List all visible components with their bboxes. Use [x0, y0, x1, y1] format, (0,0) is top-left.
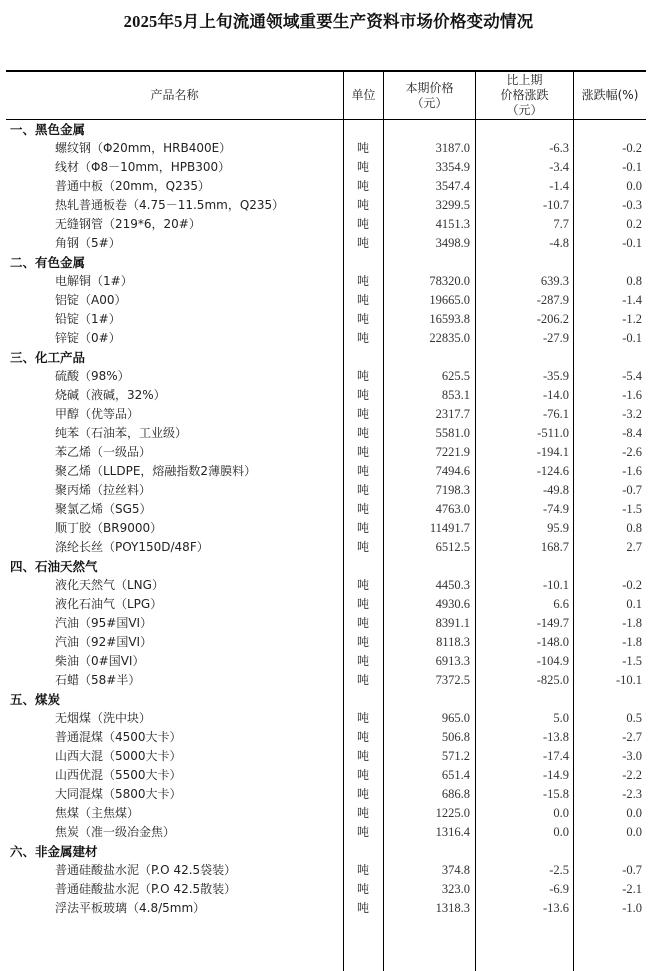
table-row: [6, 196, 646, 215]
header-change-pct-label: 涨跌幅(%): [581, 88, 639, 102]
product-name: 烧碱（液碱，32%）: [55, 388, 166, 402]
unit-cell: 吨: [356, 540, 369, 554]
change-cell: -6.9: [549, 882, 569, 896]
table-row: [6, 405, 646, 424]
unit-cell: 吨: [356, 825, 369, 839]
unit-cell: 吨: [356, 616, 369, 630]
price-cell: 19665.0: [429, 293, 470, 307]
price-cell: 4151.3: [435, 217, 470, 231]
price-cell: 7372.5: [435, 673, 470, 687]
price-cell: 8391.1: [435, 616, 470, 630]
unit-cell: 吨: [356, 787, 369, 801]
price-cell: 374.8: [441, 863, 470, 877]
table-row: [6, 671, 646, 690]
pct-cell: -2.2: [622, 768, 642, 782]
product-name: 纯苯（石油苯，工业级）: [55, 426, 188, 440]
change-cell: -74.9: [542, 502, 569, 516]
unit-cell: 吨: [356, 901, 369, 915]
table-row: [6, 367, 646, 386]
unit-cell: 吨: [356, 331, 369, 345]
price-cell: 5581.0: [435, 426, 470, 440]
product-name: 普通硅酸盐水泥（P.O 42.5散装）: [55, 882, 237, 896]
category-row: [6, 120, 646, 139]
pct-cell: 0.0: [626, 806, 642, 820]
table-row: [6, 747, 646, 766]
change-cell: -206.2: [536, 312, 569, 326]
unit-cell: 吨: [356, 711, 369, 725]
unit-cell: 吨: [356, 274, 369, 288]
product-name: 铅锭（1#）: [55, 312, 121, 326]
table-row: [6, 633, 646, 652]
price-cell: 323.0: [441, 882, 470, 896]
price-cell: 3187.0: [435, 141, 470, 155]
category-row: [6, 842, 646, 861]
pct-cell: -1.8: [622, 616, 642, 630]
pct-cell: -0.7: [622, 863, 642, 877]
product-name: 硫酸（98%）: [55, 369, 130, 383]
product-name: 普通混煤（4500大卡）: [55, 730, 182, 744]
price-cell: 4930.6: [435, 597, 470, 611]
table-row: [6, 766, 646, 785]
table-row: [6, 785, 646, 804]
change-cell: -1.4: [549, 179, 569, 193]
product-name: 锌锭（0#）: [55, 331, 121, 345]
header-price-change-line1: 比上期: [506, 73, 543, 87]
price-cell: 853.1: [441, 388, 470, 402]
product-name: 焦煤（主焦煤）: [55, 806, 140, 820]
table-row: [6, 481, 646, 500]
unit-cell: 吨: [356, 483, 369, 497]
product-name: 液化石油气（LPG）: [55, 597, 163, 611]
price-cell: 3498.9: [435, 236, 470, 250]
change-cell: 0.0: [553, 806, 569, 820]
product-name: 电解铜（1#）: [55, 274, 133, 288]
pct-cell: -1.6: [622, 464, 642, 478]
page-title: 2025年5月上旬流通领域重要生产资料市场价格变动情况: [123, 12, 534, 31]
unit-cell: 吨: [356, 730, 369, 744]
unit-cell: 吨: [356, 426, 369, 440]
pct-cell: -0.1: [622, 236, 642, 250]
price-cell: 6512.5: [435, 540, 470, 554]
product-name: 铝锭（A00）: [55, 293, 127, 307]
price-cell: 8118.3: [436, 635, 470, 649]
pct-cell: -0.7: [622, 483, 642, 497]
unit-cell: 吨: [356, 407, 369, 421]
table-row: [6, 576, 646, 595]
pct-cell: -10.1: [615, 673, 642, 687]
unit-cell: 吨: [356, 179, 369, 193]
header-product-name: [6, 72, 343, 119]
change-cell: -148.0: [536, 635, 569, 649]
pct-cell: -8.4: [622, 426, 642, 440]
change-cell: 5.0: [553, 711, 569, 725]
pct-cell: -1.5: [622, 502, 642, 516]
unit-cell: 吨: [356, 312, 369, 326]
header-current-price: [384, 72, 475, 119]
pct-cell: 0.8: [626, 274, 642, 288]
price-cell: 7198.3: [435, 483, 470, 497]
price-cell: 11491.7: [429, 521, 470, 535]
table-row: [6, 595, 646, 614]
change-cell: 7.7: [553, 217, 569, 231]
product-name: 聚氯乙烯（SG5）: [55, 502, 152, 516]
unit-cell: 吨: [356, 521, 369, 535]
unit-cell: 吨: [356, 597, 369, 611]
category-name: 一、黑色金属: [10, 122, 86, 137]
change-cell: -27.9: [542, 331, 569, 345]
unit-cell: 吨: [356, 578, 369, 592]
unit-cell: 吨: [356, 464, 369, 478]
change-cell: -2.5: [549, 863, 569, 877]
unit-cell: 吨: [356, 160, 369, 174]
change-cell: -104.9: [536, 654, 569, 668]
product-name: 聚丙烯（拉丝料）: [55, 483, 152, 497]
pct-cell: -0.2: [622, 141, 642, 155]
pct-cell: 2.7: [626, 540, 642, 554]
price-cell: 7221.9: [435, 445, 470, 459]
unit-cell: 吨: [356, 673, 369, 687]
product-name: 无缝钢管（219*6，20#）: [55, 217, 201, 231]
change-cell: 95.9: [547, 521, 569, 535]
table-row: [6, 804, 646, 823]
category-row: [6, 557, 646, 576]
pct-cell: 0.8: [626, 521, 642, 535]
unit-cell: 吨: [356, 768, 369, 782]
price-cell: 965.0: [441, 711, 470, 725]
unit-cell: 吨: [356, 635, 369, 649]
pct-cell: -1.8: [622, 635, 642, 649]
change-cell: -35.9: [542, 369, 569, 383]
unit-cell: 吨: [356, 141, 369, 155]
price-cell: 16593.8: [429, 312, 470, 326]
category-row: [6, 690, 646, 709]
table-row: [6, 234, 646, 253]
pct-cell: -0.1: [622, 160, 642, 174]
table-row: [6, 215, 646, 234]
table-row: [6, 709, 646, 728]
category-row: [6, 348, 646, 367]
category-name: 二、有色金属: [10, 255, 86, 270]
product-name: 汽油（92#国VI）: [55, 635, 153, 649]
product-name: 螺纹钢（Φ20mm，HRB400E）: [55, 141, 232, 155]
table-row: [6, 139, 646, 158]
price-cell: 78320.0: [429, 274, 470, 288]
price-cell: 4763.0: [435, 502, 470, 516]
product-name: 柴油（0#国VI）: [55, 654, 145, 668]
product-name: 普通中板（20mm，Q235）: [55, 179, 210, 193]
product-name: 聚乙烯（LLDPE，熔融指数2薄膜料）: [55, 464, 257, 478]
table-row: [6, 500, 646, 519]
unit-cell: 吨: [356, 863, 369, 877]
header-price-change: [476, 72, 573, 119]
change-cell: -825.0: [536, 673, 569, 687]
product-name: 石蜡（58#半）: [55, 673, 141, 687]
change-cell: -4.8: [549, 236, 569, 250]
change-cell: -194.1: [536, 445, 569, 459]
price-cell: 1316.4: [435, 825, 470, 839]
change-cell: 639.3: [540, 274, 569, 288]
pct-cell: -0.3: [622, 198, 642, 212]
pct-cell: -2.7: [622, 730, 642, 744]
product-name: 涤纶长丝（POY150D/48F）: [55, 540, 209, 554]
price-cell: 6913.3: [435, 654, 470, 668]
table-row: [6, 291, 646, 310]
price-cell: 651.4: [441, 768, 470, 782]
table-row: [6, 519, 646, 538]
table-row: [6, 462, 646, 481]
change-cell: -15.8: [542, 787, 569, 801]
unit-cell: 吨: [356, 369, 369, 383]
header-current-price-line2: （元）: [411, 95, 448, 110]
unit-cell: 吨: [356, 217, 369, 231]
price-cell: 3547.4: [435, 179, 470, 193]
product-name: 角钢（5#）: [55, 236, 121, 250]
product-name: 汽油（95#国VI）: [55, 616, 153, 630]
unit-cell: 吨: [356, 654, 369, 668]
price-cell: 1318.3: [435, 901, 470, 915]
category-name: 三、化工产品: [10, 350, 86, 365]
table-row: [6, 880, 646, 899]
change-cell: -14.9: [542, 768, 569, 782]
price-cell: 3299.5: [435, 198, 470, 212]
product-name: 甲醇（优等品）: [55, 407, 140, 421]
product-name: 苯乙烯（一级品）: [55, 445, 152, 459]
category-name: 五、煤炭: [10, 692, 61, 707]
price-cell: 3354.9: [435, 160, 470, 174]
unit-cell: 吨: [356, 445, 369, 459]
header-current-price-line1: 本期价格: [405, 80, 454, 95]
table-row: [6, 538, 646, 557]
header-unit-label: 单位: [351, 88, 376, 102]
change-cell: -49.8: [542, 483, 569, 497]
pct-cell: 0.2: [626, 217, 642, 231]
price-cell: 4450.3: [435, 578, 470, 592]
pct-cell: -3.2: [622, 407, 642, 421]
header-product-name-label: 产品名称: [150, 88, 199, 102]
change-cell: 168.7: [540, 540, 569, 554]
pct-cell: -2.3: [622, 787, 642, 801]
unit-cell: 吨: [356, 198, 369, 212]
unit-cell: 吨: [356, 882, 369, 896]
pct-cell: 0.0: [626, 825, 642, 839]
product-name: 热轧普通板卷（4.75－11.5mm，Q235）: [55, 198, 285, 212]
pct-cell: -2.1: [622, 882, 642, 896]
category-row: [6, 253, 646, 272]
table-row: [6, 861, 646, 880]
price-cell: 625.5: [441, 369, 470, 383]
pct-cell: 0.1: [626, 597, 642, 611]
change-cell: -6.3: [549, 141, 569, 155]
category-name: 四、石油天然气: [10, 559, 98, 574]
change-cell: -124.6: [536, 464, 569, 478]
change-cell: -17.4: [542, 749, 569, 763]
product-name: 浮法平板玻璃（4.8/5mm）: [55, 901, 206, 915]
product-name: 山西优混（5500大卡）: [55, 768, 182, 782]
unit-cell: 吨: [356, 236, 369, 250]
table-row: [6, 823, 646, 842]
change-cell: -149.7: [536, 616, 569, 630]
table-row: [6, 424, 646, 443]
pct-cell: 0.5: [626, 711, 642, 725]
table-row: [6, 614, 646, 633]
change-cell: -3.4: [549, 160, 569, 174]
header-price-change-line3: （元）: [506, 103, 543, 117]
table-row: [6, 310, 646, 329]
pct-cell: -1.6: [622, 388, 642, 402]
header-price-change-line2: 价格涨跌: [500, 88, 549, 102]
price-cell: 2317.7: [435, 407, 470, 421]
unit-cell: 吨: [356, 806, 369, 820]
table-row: [6, 177, 646, 196]
pct-cell: -1.4: [622, 293, 642, 307]
product-name: 焦炭（准一级冶金焦）: [55, 825, 176, 839]
pct-cell: -1.0: [622, 901, 642, 915]
pct-cell: -5.4: [622, 369, 642, 383]
table-row: [6, 728, 646, 747]
unit-cell: 吨: [356, 749, 369, 763]
product-name: 山西大混（5000大卡）: [55, 749, 182, 763]
table-body: [6, 120, 646, 918]
price-cell: 1225.0: [435, 806, 470, 820]
unit-cell: 吨: [356, 388, 369, 402]
product-name: 无烟煤（洗中块）: [55, 711, 152, 725]
price-cell: 22835.0: [429, 331, 470, 345]
pct-cell: -0.1: [622, 331, 642, 345]
product-name: 顺丁胶（BR9000）: [55, 521, 163, 535]
change-cell: -511.0: [537, 426, 569, 440]
unit-cell: 吨: [356, 293, 369, 307]
product-name: 线材（Φ8－10mm，HPB300）: [55, 160, 231, 174]
pct-cell: -1.2: [622, 312, 642, 326]
pct-cell: -0.2: [622, 578, 642, 592]
header-change-pct: [574, 72, 646, 119]
pct-cell: 0.0: [626, 179, 642, 193]
product-name: 大同混煤（5800大卡）: [55, 787, 182, 801]
table-row: [6, 272, 646, 291]
change-cell: -13.8: [542, 730, 569, 744]
change-cell: -76.1: [542, 407, 569, 421]
change-cell: 0.0: [553, 825, 569, 839]
change-cell: -14.0: [542, 388, 569, 402]
product-name: 普通硅酸盐水泥（P.O 42.5袋装）: [55, 863, 237, 877]
change-cell: -287.9: [536, 293, 569, 307]
pct-cell: -2.6: [622, 445, 642, 459]
table-row: [6, 386, 646, 405]
header-unit: [344, 72, 383, 119]
price-cell: 686.8: [441, 787, 470, 801]
price-cell: 7494.6: [435, 464, 470, 478]
unit-cell: 吨: [356, 502, 369, 516]
price-cell: 506.8: [441, 730, 470, 744]
pct-cell: -3.0: [622, 749, 642, 763]
pct-cell: -1.5: [622, 654, 642, 668]
table-row: [6, 158, 646, 177]
price-cell: 571.2: [441, 749, 470, 763]
change-cell: 6.6: [553, 597, 569, 611]
change-cell: -13.6: [542, 901, 569, 915]
category-name: 六、非金属建材: [10, 844, 98, 859]
change-cell: -10.7: [542, 198, 569, 212]
table-row: [6, 443, 646, 462]
table-row: [6, 329, 646, 348]
change-cell: -10.1: [542, 578, 569, 592]
table-row: [6, 652, 646, 671]
product-name: 液化天然气（LNG）: [55, 578, 164, 592]
